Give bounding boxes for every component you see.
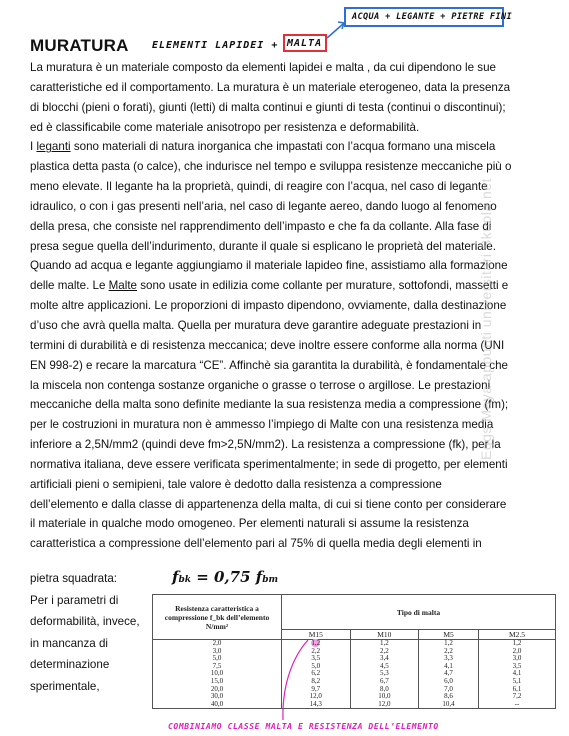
left-column-line: sperimentale, [30,679,100,693]
table-cell-value: 15,0 [210,676,224,685]
table-cell-value: 2,2 [379,646,389,655]
table-cell-value: 6,1 [512,684,522,693]
paragraph-line [30,177,540,197]
table-cell-value: 10,0 [210,669,224,678]
left-column-line: deformabilità, invece, [30,615,140,629]
table-cell-value: 8,0 [379,684,389,693]
line-text: meccaniche della malta sono definite mediante la sua resistenza media a compressione (fm); [30,398,509,412]
line-text: caratteristica a compressione dell’elemento pari al 75% di quella media degli elementi in [30,537,482,551]
line-text: molte altre applicazioni. Le proporzioni di impasto dipendono, ovviamente, dalla destinazione [30,299,507,313]
table-cell-value: 8,6 [444,692,453,701]
table-cell [153,701,282,709]
paragraph-line [30,276,540,296]
line-text: caratteristiche ed il comportamento. La muratura è un materiale eterogeneo, data la presenza [30,80,511,94]
mortar-type-header: M15 [282,630,351,640]
line-text: EN 998-2) e recare la marcatura “CE”. Affinchè sia garantita la durabilità, è fondamentale che [30,358,508,372]
table-cell-value: 10,0 [378,692,391,701]
table-cell [282,701,351,709]
table-cell-value: 20,0 [210,684,224,693]
line-text: meno elevate. Il legante ha la proprietà, quindi, di reagire con l’acqua, nel caso di legante [30,180,488,194]
paragraph-line [30,256,540,276]
table-cell-value: 1,2 [444,639,453,647]
paragraph-line [30,376,540,396]
paragraph-line [30,58,540,78]
line-text: artificiali pieni o semipieni, tale valore è dedotto dalla resistenza a compressione [30,477,442,491]
table-cell-value: 3,0 [512,654,522,663]
paragraph-line [30,296,540,316]
mortar-type-header: M5 [419,630,479,640]
paragraph-line [30,237,540,257]
table-cell-value: 1,2 [311,639,321,647]
line-text: il materiale in qualche modo omogeneo. Per elementi naturali si assume la resistenza [30,517,469,531]
line-text: della presa, che consiste nel rapprendimento dell’impasto e che fa da collante. Alla fase di [30,219,492,233]
paragraph-line [30,217,540,237]
left-column-line: determinazione [30,658,110,672]
table-cell-value: 5,1 [512,676,522,685]
left-column-line: pietra squadrata: [30,572,118,585]
table-cell-value: 6,7 [379,676,389,685]
line-text: la miscela non contenga sostanze organiche o grasse o terrose o argillose. Le prestazioni [30,378,491,392]
paragraph-line [30,157,540,177]
paragraph-line [30,514,540,534]
table-cell-value: 4,7 [444,669,453,678]
table-cell-value: 6,2 [311,669,321,678]
line-text: ed è classificabile come materiale anisotropo per resistenza e deformabilità. [30,120,420,134]
handwritten-pink-note: COMBINIAMO CLASSE MALTA E RESISTENZA DELL’ELEMENTO [168,722,439,731]
arrow-to-note [327,24,343,38]
table-cell-value: 12,0 [378,699,391,708]
line-text: delle malte. Le [30,279,109,293]
line-text: La muratura è un materiale composto da elementi lapidei e malta , da cui dipendono le sue [30,61,496,74]
table-row [153,701,556,709]
table-cell-value: 4,1 [444,661,453,670]
line-text: dell’elemento e dalla classe di appartenenza della malta, di cui si tiene conto per considerare [30,497,507,511]
line-text: inferiore a 2,5N/mm2 (quindi deve fm>2,5N/mm2). La resistenza a compressione (fk), per la [30,438,501,452]
line-text: Quando ad acqua e legante aggiungiamo il materiale lapideo fine, assistiamo alla formazione [30,259,508,273]
table-cell [350,701,419,709]
paragraph-line [30,98,540,118]
mortar-strength-table [152,594,556,720]
line-text: normativa italiana, deve essere verificata sperimentalmente; in sede di progetto, per elementi [30,457,508,471]
line-text: presa segue quella dell’indurimento, durante il quale si esplicano le proprietà del materiale. [30,239,496,253]
mortar-type-header: M10 [350,630,419,640]
line-text: plastica detta pasta (o calce), che indurisce nel tempo e sviluppa resistenze meccaniche più o [30,160,512,174]
mortar-type-header: M2.5 [478,630,555,640]
table-header-left: Resistenza caratteristica a compressione f_bk dell’elemento N/mm² [153,595,282,640]
table-cell-value: 5,0 [212,654,222,663]
formula-lhs: f [172,568,179,586]
composition-note-text: ACQUA + LEGANTE + PIETRE FINI [352,12,513,22]
formula [172,568,278,586]
line-text: per le costruzioni in muratura non è ammesso l’impiego di Malte con una resistenza media [30,418,494,432]
table-cell-value: 30,0 [210,692,224,701]
table-cell-value: 2,0 [212,639,222,647]
underlined-term: leganti [36,140,71,154]
malta-annotation-box [283,34,327,52]
table-cell-value: 12,0 [309,692,322,701]
formula-lhs-sub: bk [178,575,191,585]
table-cell-value: 3,5 [512,661,522,670]
paragraph-line [30,475,540,495]
table-cell-value: 9,7 [311,684,321,693]
table-cell-value: 3,0 [212,646,222,655]
paragraph-line [30,356,540,376]
handwritten-annotation-elements: ELEMENTI LAPIDEI + [152,40,279,51]
table-cell-value: 1,2 [512,639,522,647]
left-column-line: Per i parametri di [30,593,119,607]
line-text: sono usate in edilizia come collante per murature, sottofondi, massetti e [137,279,509,293]
table-cell-value: 4,5 [379,661,389,670]
table-cell-value: 7,0 [444,684,453,693]
composition-note-box [344,7,513,27]
underlined-term: Malte [108,279,137,293]
line-text: d’uso che avrà quella malta. Quella per muratura deve garantire adeguate prestazioni in [30,318,482,332]
paragraph-line [30,455,540,475]
paragraph-line [30,197,540,217]
paragraph-line [30,336,540,356]
line-text: I [30,140,37,154]
table-cell-value: 40,0 [210,699,224,708]
paragraph-line [30,137,540,157]
line-text: sono materiali di natura inorganica che impastati con l’acqua formano una miscela [70,140,496,154]
paragraph-line [30,118,540,138]
table-cell-value: 5,0 [311,661,321,670]
line-text: idraulico, o con i gas presenti nell’aria, nel caso di legante aereo, dando luogo al fenomeno [30,199,497,213]
formula-mid: = 0,75 f [190,568,263,586]
table-cell-value: 3,3 [444,654,453,663]
table-cell-value: 1,2 [379,639,389,647]
line-text: di blocchi (pieni o forati), giunti (letti) di malta continui e giunti di testa (continui o discontinui); [30,100,506,114]
table-cell-value: 7,2 [512,692,522,701]
formula-rhs-sub: bm [262,575,279,585]
paragraph-line [30,395,540,415]
page-title: MURATURA [30,36,129,55]
table-cell-value: 3,5 [311,654,321,663]
watermark: Eggs Maya appunti universitari Skuola.net [478,178,494,460]
paragraph-line [30,495,540,515]
paragraph-line [30,534,540,554]
main-paragraph [30,58,540,554]
table-cell-value: 6,0 [444,676,453,685]
table-cell-value: 14,3 [309,699,322,708]
table-cell-value: 3,4 [379,654,389,663]
table-cell-value: 2,2 [444,646,453,655]
table-cell-value: 2,2 [311,646,321,655]
line-text: termini di durabilità e di resistenza meccanica; deve inoltre essere conforme alla norma (UNI [30,338,505,352]
left-column-line: in mancanza di [30,636,108,650]
table-cell [478,701,555,709]
table-cell-value: 10,4 [442,699,455,708]
left-column-text [30,568,150,698]
table-cell-value: 2,0 [512,646,522,655]
paragraph-line [30,78,540,98]
malta-annotation-text: MALTA [287,38,323,49]
paragraph-line [30,435,540,455]
table-cell-value: -- [514,699,520,708]
table-cell-value: 5,3 [379,669,389,678]
table-cell-value: 8,2 [311,676,321,685]
table-cell-value: 7,5 [212,661,222,670]
table-cell [419,701,479,709]
paragraph-line [30,316,540,336]
paragraph-line [30,415,540,435]
table-header-right: Tipo di malta [282,595,556,630]
table-cell-value: 4,1 [512,669,522,678]
